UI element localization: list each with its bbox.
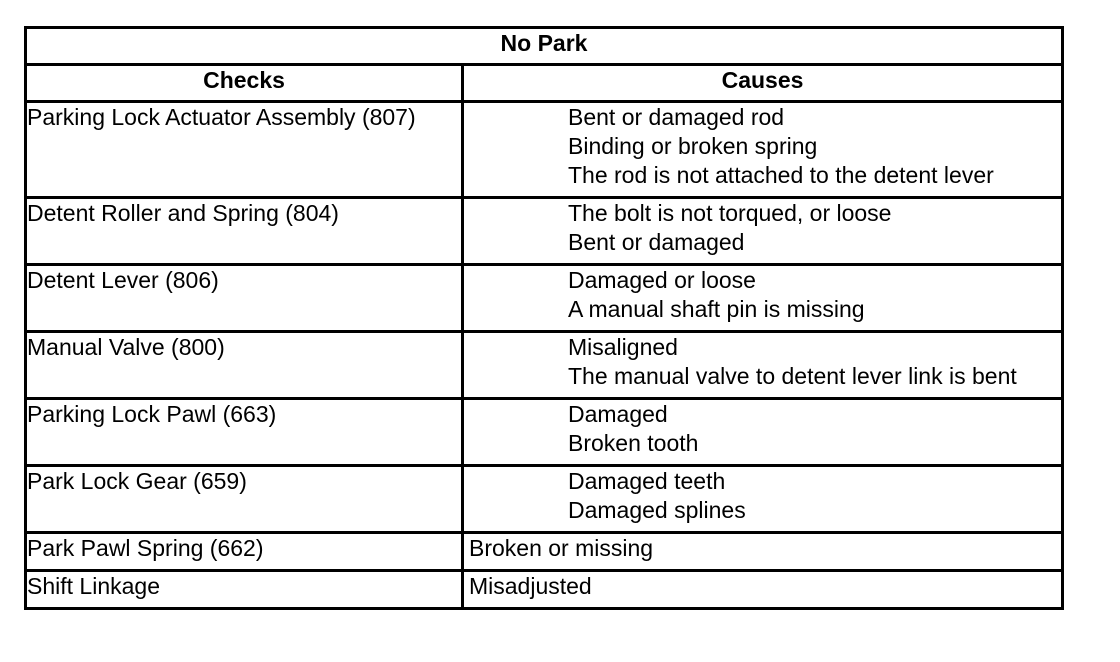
check-cell: Park Lock Gear (659) (26, 466, 463, 533)
cause-item: Broken or missing (469, 535, 654, 561)
cause-item: The manual valve to detent lever link is bent (568, 363, 1017, 389)
no-park-table (24, 26, 1064, 610)
cause-list (464, 400, 1061, 458)
table-row (26, 332, 1063, 399)
cause-list (464, 199, 1061, 257)
table-header-row (26, 65, 1063, 102)
cause-item: Misadjusted (469, 573, 592, 599)
causes-cell (463, 533, 1063, 571)
cause-item: Damaged or loose (568, 267, 756, 293)
cause-item: Bent or damaged (568, 229, 745, 255)
column-header-causes: Causes (463, 65, 1063, 102)
cause-item: A manual shaft pin is missing (568, 296, 865, 322)
cause-list (464, 333, 1061, 391)
causes-cell (463, 102, 1063, 198)
table-row (26, 533, 1063, 571)
cause-item: Damaged teeth (568, 468, 726, 494)
causes-cell (463, 571, 1063, 609)
check-cell: Detent Lever (806) (26, 265, 463, 332)
causes-cell (463, 399, 1063, 466)
check-cell: Shift Linkage (26, 571, 463, 609)
cause-item: Damaged splines (568, 497, 746, 523)
table-row (26, 399, 1063, 466)
cause-item: Binding or broken spring (568, 133, 818, 159)
table-title-row (26, 28, 1063, 65)
causes-cell (463, 332, 1063, 399)
check-cell: Manual Valve (800) (26, 332, 463, 399)
cause-list (464, 266, 1061, 324)
cause-item: Broken tooth (568, 430, 699, 456)
check-cell: Parking Lock Actuator Assembly (807) (26, 102, 463, 198)
causes-cell (463, 466, 1063, 533)
cause-item: Bent or damaged rod (568, 104, 785, 130)
check-cell: Park Pawl Spring (662) (26, 533, 463, 571)
table-row (26, 571, 1063, 609)
causes-cell (463, 265, 1063, 332)
cause-list (464, 467, 1061, 525)
table-row (26, 102, 1063, 198)
cause-list (464, 572, 1061, 601)
column-header-checks: Checks (26, 65, 463, 102)
table-title: No Park (26, 28, 1063, 65)
cause-list (464, 103, 1061, 190)
table-row (26, 466, 1063, 533)
table-row (26, 198, 1063, 265)
cause-item: Damaged (568, 401, 668, 427)
table-row (26, 265, 1063, 332)
cause-item: The rod is not attached to the detent lever (568, 162, 994, 188)
check-cell: Parking Lock Pawl (663) (26, 399, 463, 466)
cause-item: Misaligned (568, 334, 678, 360)
cause-item: The bolt is not torqued, or loose (568, 200, 892, 226)
causes-cell (463, 198, 1063, 265)
cause-list (464, 534, 1061, 563)
check-cell: Detent Roller and Spring (804) (26, 198, 463, 265)
